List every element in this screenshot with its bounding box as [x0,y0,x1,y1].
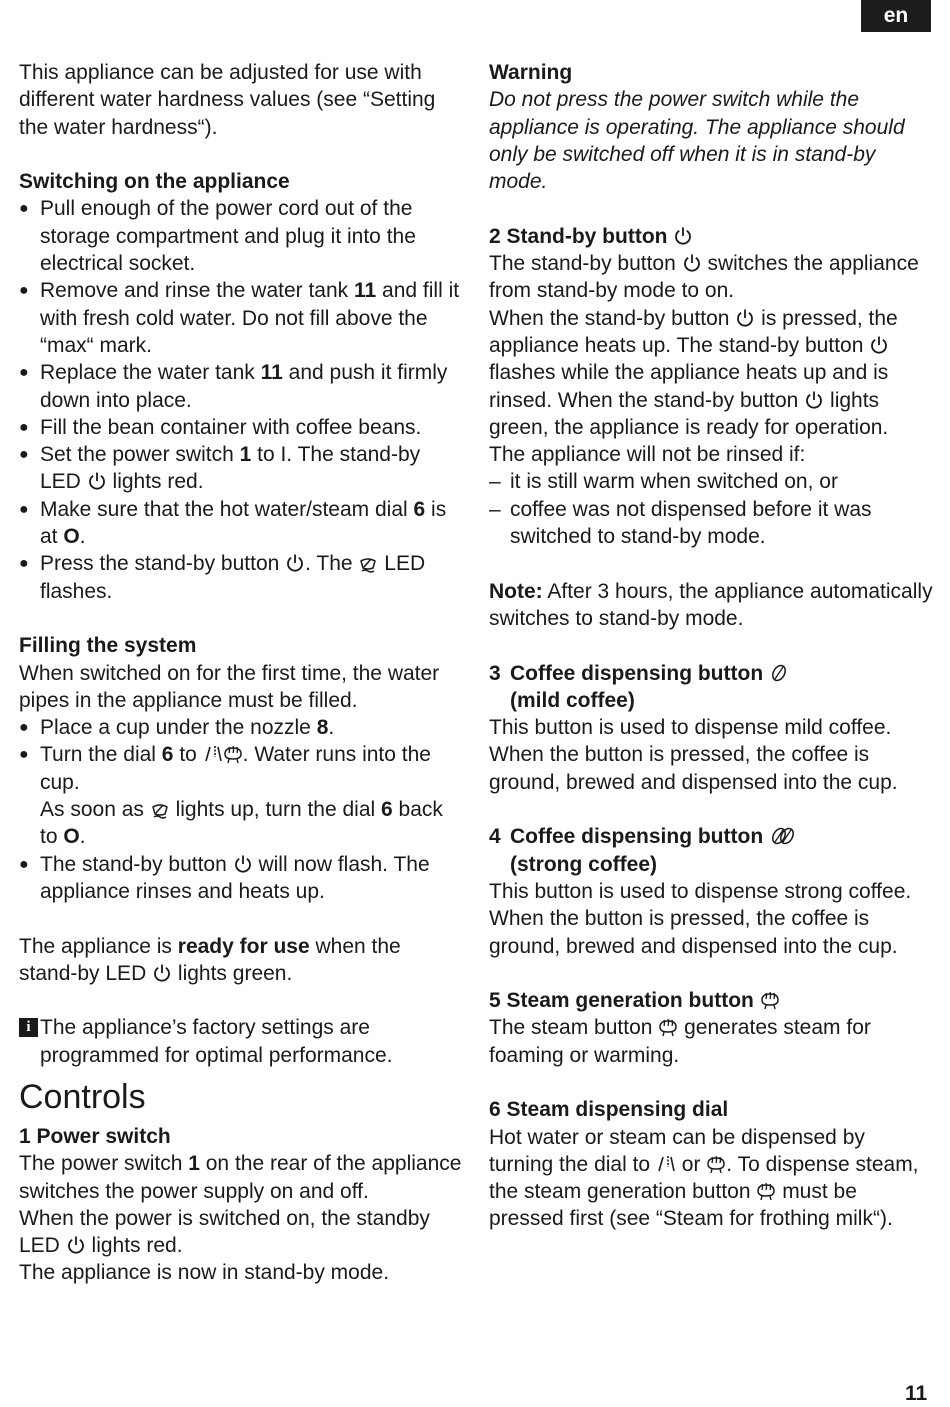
right-column [489,59,934,1233]
rinse-icon [150,799,170,819]
note-paragraph: Note: After 3 hours, the appliance automatically switches to stand-by mode. [489,579,933,630]
intro-paragraph: This appliance can be adjusted for use with different water hardness values (see “Setting the water hardness“). [19,61,436,139]
switching-step-7: ● Press the stand-by button . The LED flashes. [19,550,464,605]
info-note: i The appliance’s factory settings are programmed for optimal performance. [19,1014,464,1069]
warning-heading: Warning [489,61,573,84]
steam-icon [756,1181,776,1201]
power-icon [804,390,824,410]
switching-heading: Switching on the appliance [19,170,290,194]
mild-coffee-heading: 3 Coffee dispensing button [489,660,934,687]
steam-button-heading: 5 Steam generation button [489,987,934,1014]
hot-water-icon [203,744,223,764]
filling-step-2: ● Turn the dial 6 to . Water runs into the cup. [19,741,464,796]
power-switch-text-2: When the power is switched on, the standby LED lights red. [19,1206,430,1258]
left-column [19,59,464,1287]
switching-step-1: ● Pull enough of the power cord out of the storage compartment and plug it into the electrical socket. [19,195,464,277]
power-icon [869,335,889,355]
steam-dial-text: Hot water or steam can be dispensed by turning the dial to or . To dispense steam, the steam generation button must be pressed first (see “Steam for frothing milk“). [489,1125,919,1231]
standby-condition-1: – it is still warm when switched on, or [489,468,934,495]
power-icon [87,471,107,491]
power-icon [152,963,172,983]
mild-coffee-subheading: (mild coffee) [510,688,635,712]
warning-text: Do not press the power switch while the appliance is operating. The appliance should only be switched off when it is in stand-by mode. [489,88,905,194]
standby-text-1: The stand-by button switches the appliance from stand-by mode to on. [489,252,919,303]
standby-heading: 2 Stand-by button [489,223,934,250]
steam-icon [223,744,243,764]
switching-step-2: ● Remove and rinse the water tank 11 and fill it with fresh cold water. Do not fill above the “max“ mark. [19,277,464,359]
steam-dial-heading: 6 Steam dispensing dial [489,1098,729,1122]
rinse-icon [358,553,378,573]
switching-step-5: ● Set the power switch 1 to I. The stand-by LED lights red. [19,441,464,496]
steam-icon [760,990,780,1010]
power-switch-text: The power switch 1 on the rear of the appliance switches the power supply on and off. [19,1152,462,1203]
strong-coffee-subheading: (strong coffee) [510,852,657,876]
power-icon [673,226,693,246]
standby-text-2: When the stand-by button is pressed, the appliance heats up. The stand-by button flashes while the appliance heats up and is rinsed. When the stand-by button lights green, the appliance is ready for operation. [489,306,898,439]
steam-icon [658,1017,678,1037]
filling-intro: When switched on for the first time, the water pipes in the appliance must be filled. [19,661,440,712]
filling-step-3: ● The stand-by button will now flash. The appliance rinses and heats up. [19,851,464,906]
standby-text-3: The appliance will not be rinsed if: [489,443,806,467]
page-number: 11 [905,1382,928,1405]
mild-coffee-text: This button is used to dispense mild coffee. When the button is pressed, the coffee is ground, brewed and dispensed into the cup. [489,716,898,794]
power-icon [285,553,305,573]
double-bean-icon [769,826,797,846]
power-icon [735,308,755,328]
steam-button-text: The steam button generates steam for foaming or warming. [489,1016,871,1067]
strong-coffee-heading: 4 Coffee dispensing button [489,823,934,850]
controls-title: Controls [19,1077,146,1116]
ready-paragraph: The appliance is ready for use when the stand-by LED lights green. [19,934,401,985]
info-icon: i [19,1018,38,1037]
switching-step-4: ● Fill the bean container with coffee beans. [19,414,464,441]
hot-water-icon [656,1154,676,1174]
power-icon [682,253,702,273]
steam-icon [706,1154,726,1174]
filling-heading: Filling the system [19,634,197,658]
strong-coffee-text-2: When the button is pressed, the coffee is ground, brewed and dispensed into the cup. [489,907,898,958]
single-bean-icon [769,663,789,683]
language-tab: en [861,0,931,32]
power-switch-heading: 1 Power switch [19,1124,171,1148]
power-switch-text-3: The appliance is now in stand-by mode. [19,1261,390,1285]
switching-step-3: ● Replace the water tank 11 and push it firmly down into place. [19,359,464,414]
filling-step-2-cont: As soon as lights up, turn the dial 6 back to O. [40,798,443,849]
switching-step-6: ● Make sure that the hot water/steam dial 6 is at O. [19,496,464,551]
standby-condition-2: – coffee was not dispensed before it was switched to stand-by mode. [489,496,934,551]
strong-coffee-text-1: This button is used to dispense strong coffee. [489,879,912,903]
filling-step-1: ● Place a cup under the nozzle 8. [19,714,464,741]
power-icon [66,1235,86,1255]
power-icon [233,854,253,874]
